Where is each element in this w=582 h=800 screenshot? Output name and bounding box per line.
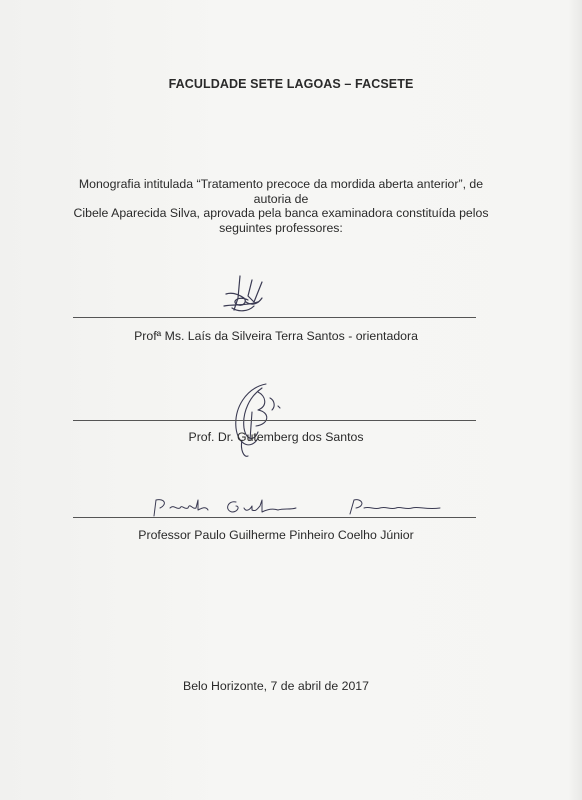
signature-line-examiner-2 xyxy=(73,517,476,518)
committee-member-examiner-2: Professor Paulo Guilherme Pinheiro Coelho Júnior xyxy=(138,528,414,542)
approval-statement-line-2: Cibele Aparecida Silva, aprovada pela banca examinadora constituída pelos xyxy=(73,206,489,220)
signature-advisor xyxy=(218,272,278,320)
approval-statement xyxy=(66,177,496,235)
signature-line-examiner-1 xyxy=(73,420,476,421)
institution-title: FACULDADE SETE LAGOAS – FACSETE xyxy=(168,77,414,91)
signature-line-advisor xyxy=(73,317,476,318)
committee-member-advisor: Profª Ms. Laís da Silveira Terra Santos - orientadora xyxy=(134,329,418,343)
approval-statement-line-3: seguintes professores: xyxy=(219,220,343,235)
place-and-date: Belo Horizonte, 7 de abril de 2017 xyxy=(183,679,369,693)
approval-statement-line-1: Monografia intitulada “Tratamento precoce da mordida aberta anterior”, de autoria de xyxy=(78,177,484,206)
committee-member-examiner-1: Prof. Dr. Gutemberg dos Santos xyxy=(188,430,364,444)
page-edge-shadow xyxy=(568,0,582,800)
